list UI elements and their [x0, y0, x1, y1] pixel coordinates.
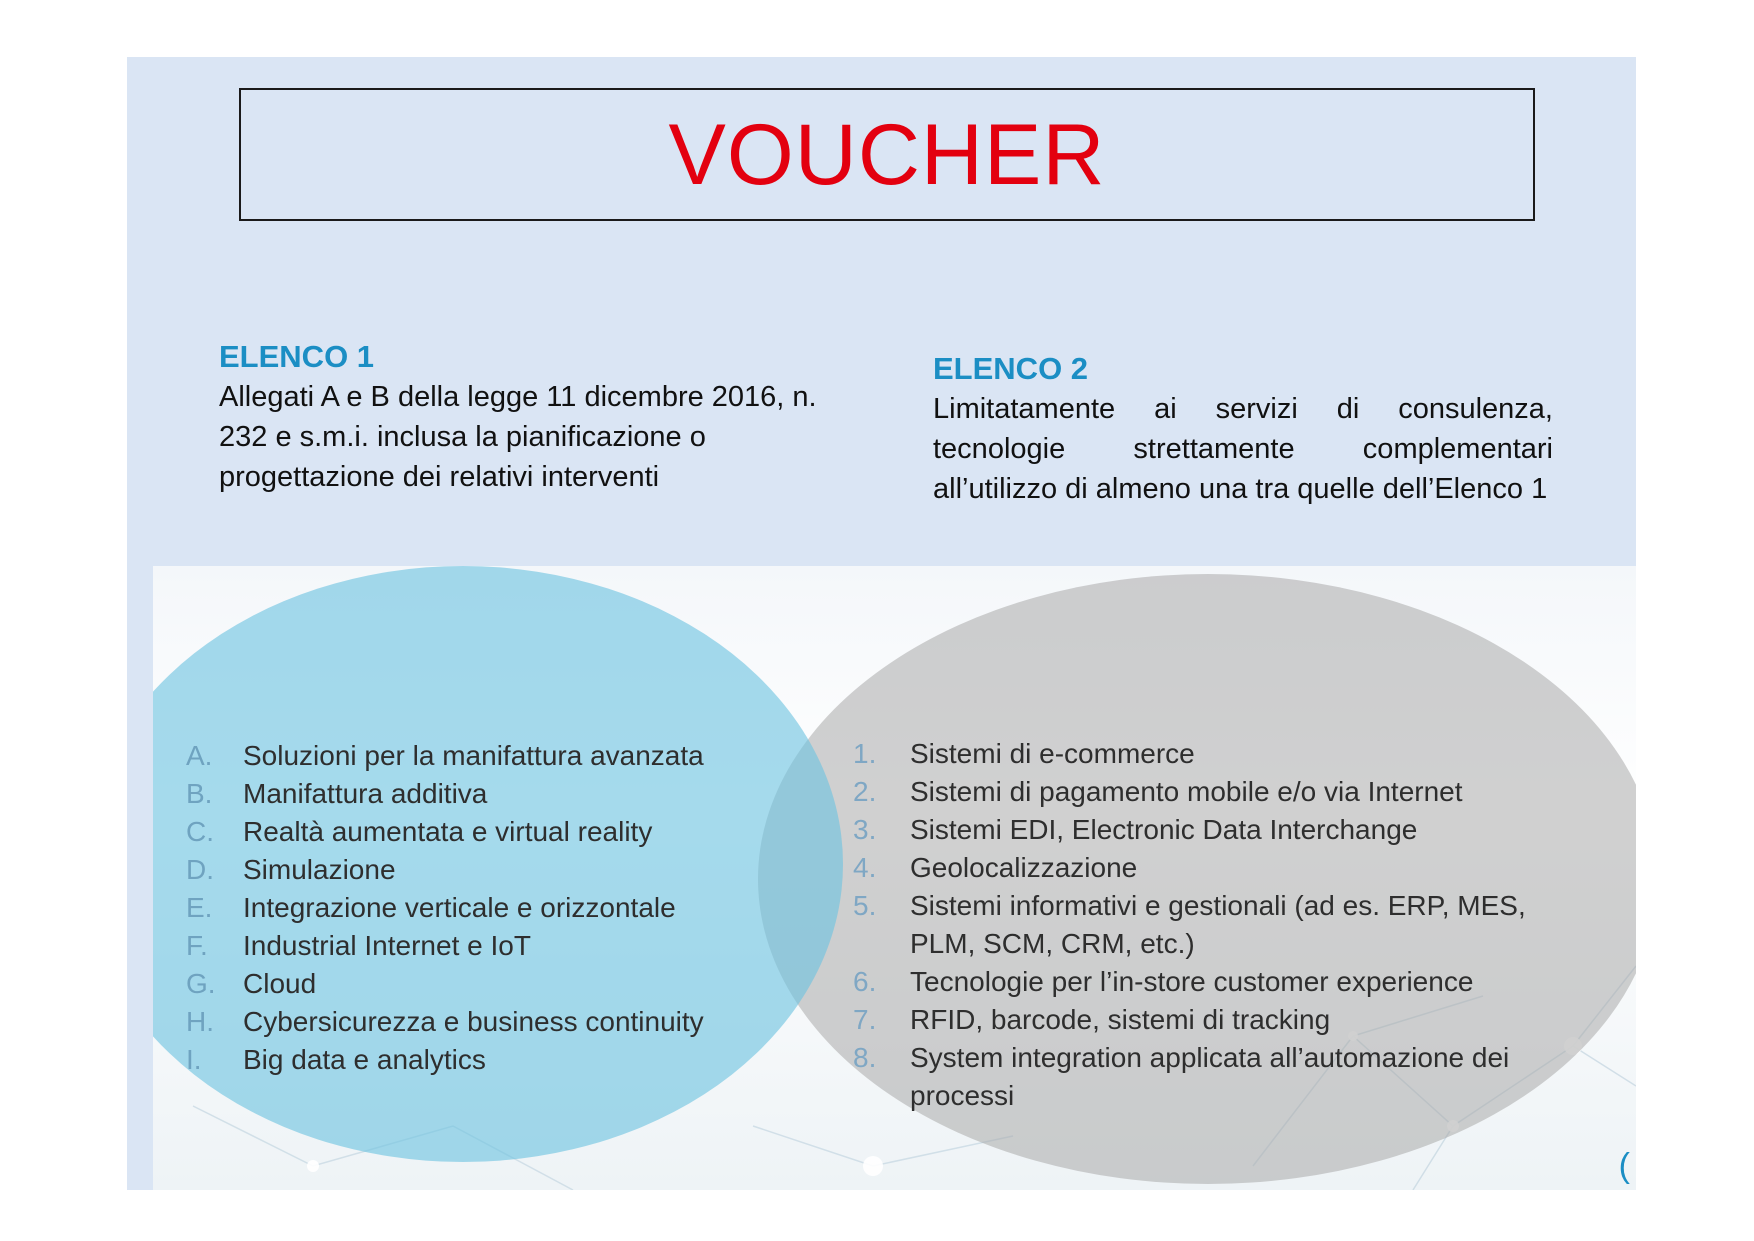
list-marker: 5. [853, 890, 877, 921]
list-marker: 7. [853, 1004, 877, 1035]
list-marker: 6. [853, 966, 877, 997]
list-item [186, 813, 746, 851]
list-marker: E. [186, 892, 213, 923]
list-item-text: Sistemi di pagamento mobile e/o via Internet [910, 776, 1463, 807]
list-marker: C. [186, 816, 214, 847]
list-item [186, 1041, 746, 1079]
list-item [853, 735, 1593, 773]
title-box [239, 88, 1535, 221]
list-item-text: Realtà aumentata e virtual reality [243, 816, 653, 847]
elenco-2-block [933, 349, 1553, 509]
list-item-text: Sistemi informativi e gestionali (ad es. ERP, MES, PLM, SCM, CRM, etc.) [910, 890, 1526, 959]
list-marker: 8. [853, 1042, 877, 1073]
list-item-text: Integrazione verticale e orizzontale [243, 892, 676, 923]
list-marker: A. [186, 740, 213, 771]
list-item-text: Manifattura additiva [243, 778, 488, 809]
list-item [853, 1039, 1593, 1115]
list-item-text: Sistemi di e-commerce [910, 738, 1195, 769]
list-item [186, 927, 746, 965]
list-marker: B. [186, 778, 213, 809]
list-marker: F. [186, 930, 208, 961]
list-item [186, 851, 746, 889]
list-marker: D. [186, 854, 214, 885]
list-item [186, 965, 746, 1003]
list-item [853, 1001, 1593, 1039]
list-marker: 3. [853, 814, 877, 845]
list-marker: 2. [853, 776, 877, 807]
list-item [853, 963, 1593, 1001]
list-item [186, 889, 746, 927]
slide-title: VOUCHER [668, 106, 1106, 203]
list-item-text: Tecnologie per l’in-store customer experience [910, 966, 1474, 997]
slide [127, 57, 1636, 1190]
list-item-text: Cloud [243, 968, 317, 999]
list-item-text: System integration applicata all’automazione dei processi [910, 1042, 1510, 1111]
elenco-1-block [219, 337, 829, 497]
list-item-text: Soluzioni per la manifattura avanzata [243, 740, 704, 771]
list-item [853, 849, 1593, 887]
list-item-text: Big data e analytics [243, 1044, 486, 1075]
list-item-text: Cybersicurezza e business continuity [243, 1006, 704, 1037]
list-item [186, 1003, 746, 1041]
elenco-2-description: Limitatamente ai servizi di consulenza, tecnologie strettamente complementari all’utilizzo di almeno una tra quelle dell’Elenco 1 [933, 393, 1553, 505]
right-technology-list [853, 735, 1593, 1115]
list-item-text: RFID, barcode, sistemi di tracking [910, 1004, 1331, 1035]
elenco-2-heading: ELENCO 2 [933, 351, 1089, 386]
list-marker: 1. [853, 738, 877, 769]
list-item [186, 737, 746, 775]
venn-image [153, 566, 1636, 1190]
left-technology-list [186, 737, 746, 1079]
list-item [853, 887, 1593, 963]
list-item-text: Simulazione [243, 854, 396, 885]
list-marker: G. [186, 968, 216, 999]
corner-logo-icon: ( [1618, 1147, 1630, 1185]
elenco-1-description: Allegati A e B della legge 11 dicembre 2016, n. 232 e s.m.i. inclusa la pianificazione o progettazione dei relativi interventi [219, 381, 817, 493]
elenco-1-heading: ELENCO 1 [219, 339, 375, 374]
list-item-text: Geolocalizzazione [910, 852, 1138, 883]
list-marker: H. [186, 1006, 214, 1037]
list-item [853, 811, 1593, 849]
list-item-text: Industrial Internet e IoT [243, 930, 531, 961]
list-marker: 4. [853, 852, 877, 883]
list-item-text: Sistemi EDI, Electronic Data Interchange [910, 814, 1418, 845]
list-marker: I. [186, 1044, 202, 1075]
list-item [186, 775, 746, 813]
list-item [853, 773, 1593, 811]
